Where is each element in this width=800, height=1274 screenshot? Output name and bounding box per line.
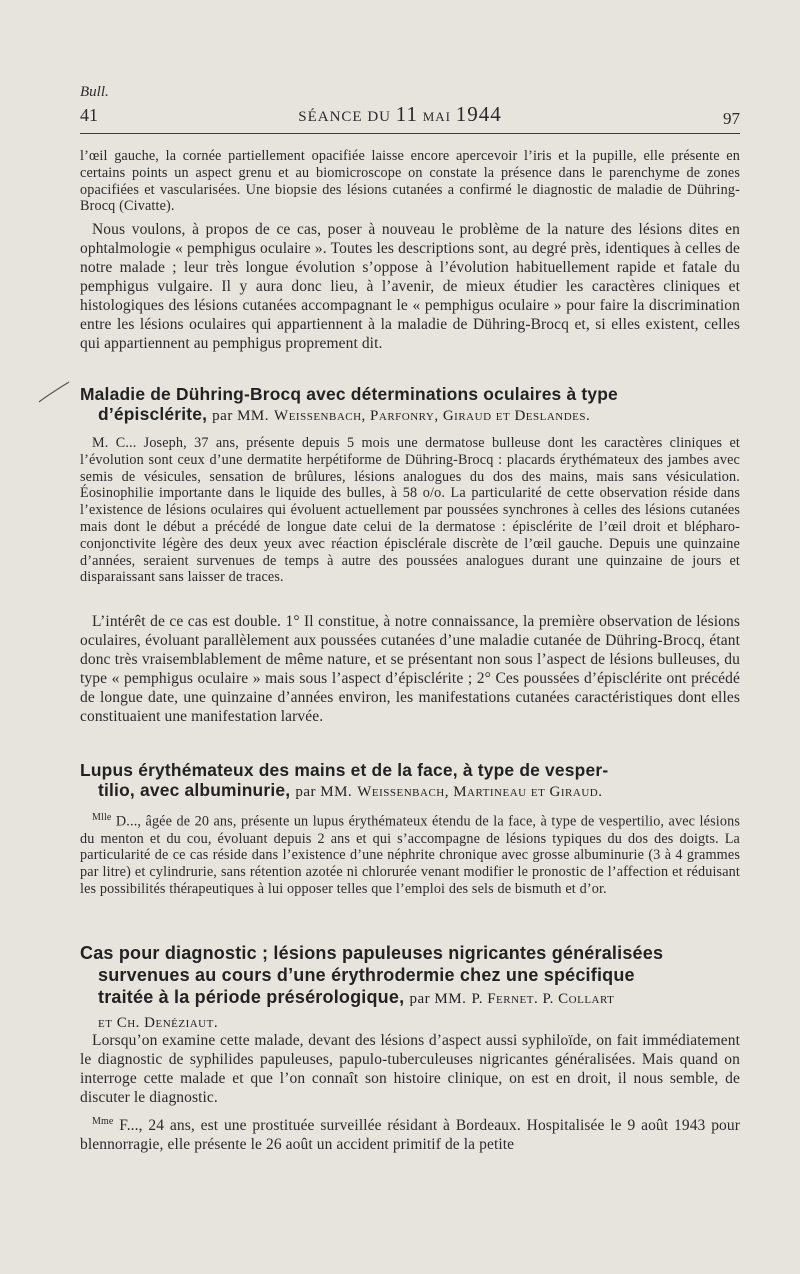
section-2-case <box>80 810 740 898</box>
header-rule <box>80 133 740 134</box>
section-3-title-line3: traitée à la période présérologique, <box>98 987 405 1007</box>
running-head-month: MAI <box>422 109 452 124</box>
running-head-day: 11 <box>395 102 418 126</box>
section-2-title-line1: Lupus érythémateux des mains et de la face, à type de vesper- <box>80 760 609 780</box>
journal-abbreviation: Bull. <box>80 84 109 100</box>
section-1-by: par MM. <box>212 408 269 424</box>
section-3-title-abbrev: Mme <box>92 1116 114 1127</box>
continuation-paragraph: l’œil gauche, la cornée partiellement opacifiée laisse encore apercevoir l’iris et la pupille, elle présente en certains points un aspect grenu et au biomicroscope on constate la présence dans le parenchyme de zones opacifiées et vascularisées. Une biopsie des lésions cutanées a confirmé le diagnostic de maladie de Dühring-Brocq (Civatte). <box>80 148 740 215</box>
running-head-year: 1944 <box>455 102 502 126</box>
running-head-prefix: SÉANCE DU <box>298 109 391 125</box>
section-3-case-paragraph <box>80 1112 740 1154</box>
section-1-title-line1: Maladie de Dühring-Brocq avec déterminations oculaires à type <box>80 384 618 404</box>
section-2-heading <box>80 760 740 802</box>
section-3-authors-line2: et Ch. Denéziaut. <box>98 1015 219 1031</box>
section-1-title-line2: d’épisclérite, <box>98 404 208 424</box>
section-3-case-text: F..., 24 ans, est une prostituée surveillée résidant à Bordeaux. Hospitalisée le 9 août 1943 pour blennorragie, elle présente le 26 août un accident primitif de la petite <box>80 1117 740 1154</box>
page-number: 97 <box>723 109 740 128</box>
discussion-block <box>80 220 740 353</box>
section-3-intro <box>80 1031 740 1107</box>
section-1-case <box>80 435 740 586</box>
continuation-block <box>80 148 740 215</box>
section-1-authors: Weissenbach, Parfonry, Giraud et Deslandes. <box>274 408 591 424</box>
section-3-case <box>80 1112 740 1154</box>
section-2-case-text: D..., âgée de 20 ans, présente un lupus érythémateux étendu de la face, à type de vespertilio, avec lésions du menton et du cou, évoluant depuis 2 ans et qui s’accompagne de lésions typiques du dos des doigts. La particularité de ce cas réside dans l’existence d’une néphrite chronique avec grosse albuminurie (3 à 4 grammes par litre) et cylindrurie, sans rétention azotée ni chlorurée venant modifier le pronostic de l’affection et réduisant les possibilités thérapeutiques à lui opposer telles que l’emploi des sels de bismuth et d’or. <box>80 813 740 897</box>
section-1-heading <box>80 384 740 426</box>
section-2-title-abbrev: Mlle <box>92 812 112 823</box>
section-2-authors: Weissenbach, Martineau et Giraud. <box>357 784 603 800</box>
section-2-case-paragraph <box>80 810 740 898</box>
section-3-authors-line1: P. Fernet. P. Collart <box>471 991 615 1007</box>
section-1-comment-paragraph: L’intérêt de ce cas est double. 1° Il constitue, à notre connaissance, la première observation de lésions oculaires, évoluant parallèlement aux poussées cutanées d’une maladie cutanée de Dühring-Brocq, étant donc très vraisemblablement de même nature, et se présentant non sous l’aspect de lésions bulleuses, du type « pemphigus oculaire » mais sous l’aspect d’épisclérite ; 2° Ces poussées d’épisclérite ont précédé de longue date, une quinzaine d’années environ, les manifestations cutanées caractéristiques dont elles constituaient une manifestation larvée. <box>80 613 740 725</box>
section-1-case-paragraph: M. C... Joseph, 37 ans, présente depuis 5 mois une dermatose bulleuse dont les caractères cliniques et l’évolution sont ceux d’une dermatite herpétiforme de Dühring-Brocq : placards érythémateux des jambes avec semis de vésicules, sensation de brûlures, lésions analogues du dos des mains, mais sans vésiculation. Éosinophilie importante dans le liquide des bulles, à 58 o/o. La particularité de cette observation réside dans l’existence de lésions oculaires qui évoluent actuellement par poussées synchrones à celles des lésions cutanées mais dont le début a précédé de longue date celui de la dermatose : épisclérite de l’œil droit et blépharo-conjonctivite légère des deux yeux avec réaction épisclérale discrète de l’œil gauche. Depuis une quinzaine d’années, seraient survenues de temps à autre des poussées analogues durant une quinzaine de jours et disparaissant sans laisser de traces. <box>80 435 740 586</box>
section-3-title-line1: Cas pour diagnostic ; lésions papuleuses nigricantes généralisées <box>80 943 664 963</box>
pencil-mark-icon <box>38 381 70 403</box>
volume-number: 41 <box>80 105 98 125</box>
running-head <box>0 102 800 127</box>
section-2-by: par MM. <box>295 784 353 800</box>
section-1-comment <box>80 612 740 726</box>
section-3-title-line2: survenues au cours d’une érythrodermie chez une spécifique <box>98 965 635 985</box>
section-2-title-line2: tilio, avec albuminurie, <box>98 780 291 800</box>
discussion-paragraph: Nous voulons, à propos de ce cas, poser à nouveau le problème de la nature des lésions dites en ophtalmologie « pemphigus oculaire ». Toutes les descriptions sont, au degré près, identiques à celles de notre malade ; leur très longue évolution s’oppose à l’évolution habituellement rapide et fatale du pemphigus vulgaire. Il y aura donc lieu, à l’avenir, de mieux étudier les caractères cliniques et histologiques des lésions cutanées accompagnant le « pemphigus oculaire » pour faire la discrimination entre les lésions oculaires qui appartiennent à la maladie de Dühring-Brocq et, si elles existent, celles qui appartiennent au pemphigus proprement dit. <box>80 221 740 352</box>
section-3-heading <box>80 942 740 1034</box>
section-3-intro-paragraph: Lorsqu’on examine cette malade, devant des lésions d’aspect aussi syphiloïde, on fait immédiatement le diagnostic de syphilides papuleuses, papulo-tuberculeuses nigricantes généralisées. Mais quand on interroge cette malade et que l’on connaît son histoire clinique, on est en droit, il nous semble, de discuter le diagnostic. <box>80 1032 740 1106</box>
section-3-by: par MM. <box>409 991 467 1007</box>
